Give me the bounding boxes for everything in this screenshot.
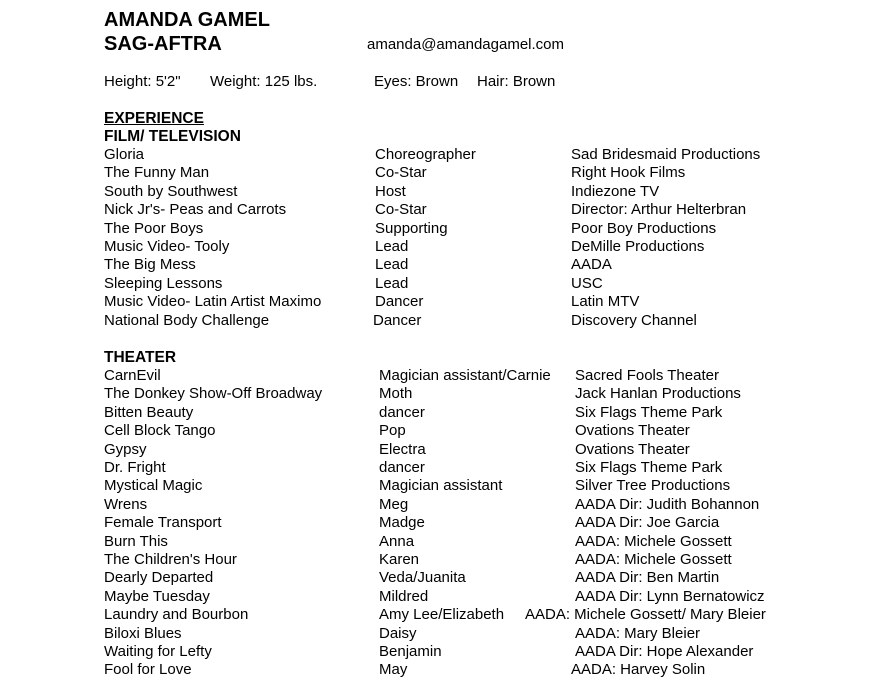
credit-row (0, 367, 886, 385)
credit-role: Karen (379, 551, 420, 568)
credit-role: Madge (379, 514, 425, 532)
credit-title: Wrens (104, 495, 148, 513)
credit-row (0, 514, 886, 532)
credit-role: Dancer (373, 311, 422, 329)
experience-heading: EXPERIENCE (104, 110, 204, 127)
credit-role: Meg (379, 495, 409, 513)
credit-title: Burn This (104, 532, 168, 550)
credit-role: Electra (379, 440, 426, 458)
credit-role: Supporting (375, 219, 448, 237)
credit-row (0, 441, 886, 459)
credit-role: Co-Star (375, 201, 427, 219)
credit-title: Waiting for Lefty (104, 643, 212, 660)
credit-row (0, 256, 886, 274)
credit-company: Indiezone TV (571, 182, 660, 200)
height-stat: Height: 5'2" (104, 73, 181, 90)
credit-title: CarnEvil (104, 367, 161, 384)
credit-company: AADA: Michele Gossett/ Mary Bleier (525, 606, 766, 624)
credit-role: dancer (379, 459, 425, 476)
credit-title: The Big Mess (104, 256, 196, 274)
credit-role: Dancer (375, 293, 424, 311)
credit-role: dancer (379, 403, 425, 421)
credit-row (0, 312, 886, 330)
credit-title: Mystical Magic (104, 477, 203, 495)
credit-title: Bitten Beauty (104, 403, 194, 421)
credit-title: Female Transport (104, 514, 222, 532)
credit-row (0, 183, 886, 201)
credit-company: AADA: Harvey Solin (571, 661, 706, 679)
credit-row (0, 533, 886, 551)
credit-row (0, 588, 886, 606)
credit-company: Poor Boy Productions (571, 219, 717, 237)
credit-title: The Children's Hour (104, 551, 237, 568)
credit-role: Veda/Juanita (379, 569, 466, 587)
credit-role: Magician assistant/Carnie (379, 367, 551, 384)
credit-role: Lead (375, 256, 409, 274)
credit-row (0, 238, 886, 256)
credit-company: Silver Tree Productions (575, 477, 731, 495)
credit-role: Pop (379, 422, 406, 440)
credit-company: Six Flags Theme Park (575, 403, 723, 421)
credit-title: The Poor Boys (104, 219, 204, 237)
credit-company: Ovations Theater (575, 440, 690, 458)
credit-company: AADA Dir: Joe Garcia (575, 514, 720, 532)
credit-company: AADA: Michele Gossett (575, 532, 732, 550)
credit-role: Daisy (379, 624, 417, 642)
credit-row (0, 275, 886, 293)
credit-role: Anna (379, 532, 415, 550)
credit-row (0, 496, 886, 514)
credit-row (0, 146, 886, 164)
credit-row (0, 385, 886, 403)
credit-company: Sacred Fools Theater (575, 367, 719, 384)
credit-row (0, 625, 886, 643)
credit-title: Gypsy (104, 440, 147, 458)
credit-company: AADA Dir: Hope Alexander (575, 643, 754, 660)
contact-email: amanda@amandagamel.com (367, 36, 564, 53)
credit-company: Jack Hanlan Productions (575, 385, 741, 403)
credit-title: Fool for Love (104, 661, 192, 679)
credit-title: South by Southwest (104, 182, 238, 200)
credit-title: Gloria (104, 146, 145, 163)
credit-row (0, 422, 886, 440)
credit-company: AADA Dir: Judith Bohannon (575, 495, 760, 513)
credit-row (0, 477, 886, 495)
credit-company: Director: Arthur Helterbran (571, 201, 747, 219)
credit-company: AADA Dir: Ben Martin (575, 569, 720, 587)
credit-title: Maybe Tuesday (104, 587, 210, 605)
credit-row (0, 164, 886, 182)
credit-role: Mildred (379, 587, 429, 605)
credit-title: Nick Jr's- Peas and Carrots (104, 201, 287, 219)
credit-role: Amy Lee/Elizabeth (379, 606, 505, 624)
credit-row (0, 220, 886, 238)
credit-company: Six Flags Theme Park (575, 459, 723, 476)
credit-role: Benjamin (379, 643, 442, 660)
credit-role: May (379, 661, 408, 679)
credit-title: Sleeping Lessons (104, 274, 223, 292)
credit-title: Biloxi Blues (104, 624, 182, 642)
credit-role: Lead (375, 238, 409, 255)
credit-title: Music Video- Tooly (104, 238, 230, 255)
credit-title: The Funny Man (104, 164, 210, 182)
eyes-stat: Eyes: Brown (374, 73, 459, 90)
credit-company: Sad Bridesmaid Productions (571, 146, 761, 163)
credit-company: Latin MTV (571, 293, 640, 311)
credit-role: Co-Star (375, 164, 427, 182)
credit-row (0, 606, 886, 624)
credit-title: Cell Block Tango (104, 422, 216, 440)
credit-title: National Body Challenge (104, 311, 270, 329)
credit-company: Right Hook Films (571, 164, 686, 182)
credit-role: Lead (375, 274, 409, 292)
credit-row (0, 459, 886, 477)
theater-heading: THEATER (104, 349, 177, 366)
credit-company: Ovations Theater (575, 422, 690, 440)
film-tv-heading: FILM/ TELEVISION (104, 128, 241, 145)
credit-row (0, 551, 886, 569)
credit-title: Dr. Fright (104, 459, 166, 476)
hair-stat: Hair: Brown (477, 73, 556, 90)
credit-role: Choreographer (375, 146, 476, 163)
credit-company: USC (571, 274, 603, 292)
credit-row (0, 569, 886, 587)
credit-title: Music Video- Latin Artist Maximo (104, 293, 322, 311)
credit-row (0, 661, 886, 679)
credit-title: Laundry and Bourbon (104, 606, 249, 624)
credit-row (0, 293, 886, 311)
credit-company: AADA (571, 256, 612, 274)
credit-title: Dearly Departed (104, 569, 214, 587)
credit-company: DeMille Productions (571, 238, 705, 255)
credit-company: Discovery Channel (571, 311, 697, 329)
credit-company: AADA: Michele Gossett (575, 551, 732, 568)
credit-row (0, 201, 886, 219)
credit-company: AADA Dir: Lynn Bernatowicz (575, 587, 765, 605)
credit-row (0, 643, 886, 661)
credit-role: Moth (379, 385, 413, 403)
credit-role: Magician assistant (379, 477, 503, 495)
union-affiliation: SAG-AFTRA (104, 33, 222, 55)
weight-stat: Weight: 125 lbs. (210, 73, 318, 90)
credit-title: The Donkey Show-Off Broadway (104, 385, 323, 403)
actor-name: AMANDA GAMEL (104, 9, 270, 31)
credit-role: Host (375, 182, 406, 200)
credit-row (0, 404, 886, 422)
credit-company: AADA: Mary Bleier (575, 624, 701, 642)
